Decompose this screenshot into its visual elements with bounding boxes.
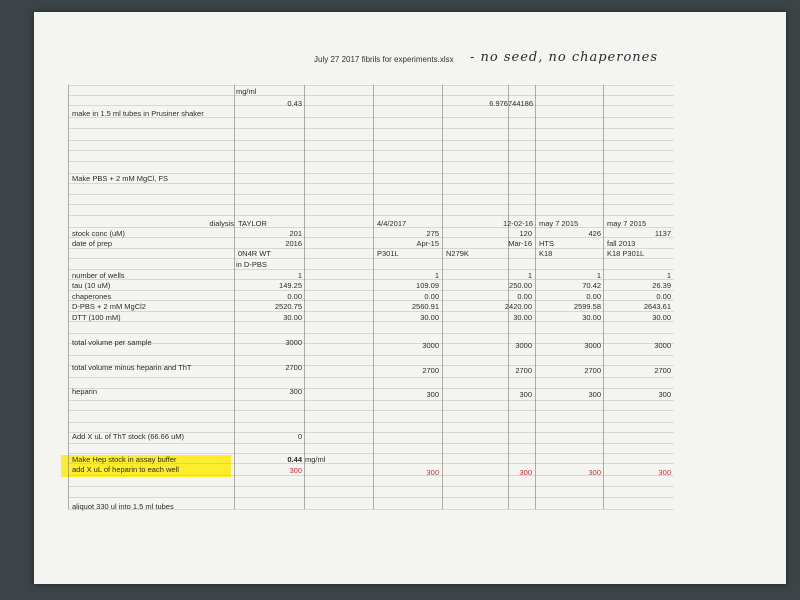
- total-cell: 2700: [285, 363, 302, 372]
- conc-a: 0.43: [287, 99, 302, 108]
- value-cell: 1: [527, 271, 532, 280]
- date-label: date of prep: [72, 239, 113, 248]
- minus-label: total volume minus heparin and ThT: [72, 363, 192, 372]
- value-cell: 0.00: [656, 292, 671, 301]
- hep-stock-label: Make Hep stock in assay buffer: [72, 455, 177, 464]
- total-cell: 300: [289, 387, 302, 396]
- file-title: July 27 2017 fibrils for experiments.xlsx: [314, 55, 454, 64]
- value-cell: 0.00: [517, 292, 532, 301]
- stock-cell: 120: [519, 229, 532, 238]
- pbs-note: Make PBS + 2 mM MgCl, FS: [72, 174, 169, 183]
- value-cell: 1: [434, 271, 439, 280]
- hep-stock-value: 0.44: [287, 455, 302, 464]
- heparin-add-cell: 300: [289, 466, 302, 475]
- heparin-add-cell: 300: [519, 468, 532, 477]
- heparin-add-cell: 300: [588, 468, 601, 477]
- value-cell: 26.39: [652, 281, 671, 290]
- dialysis-cell: TAYLOR: [238, 219, 267, 228]
- total-cell: 3000: [515, 341, 532, 350]
- value-cell: 1: [297, 271, 302, 280]
- value-cell: 2643.61: [643, 302, 671, 311]
- value-cell: 70.42: [582, 281, 601, 290]
- value-cell: 109.09: [416, 281, 439, 290]
- value-cell: 2520.75: [274, 302, 302, 311]
- total-cell: 3000: [654, 341, 671, 350]
- total-cell: 2700: [584, 366, 601, 375]
- total-cell: 3000: [285, 338, 302, 347]
- dialysis-cell: 4/4/2017: [377, 219, 407, 228]
- date-cell: Mar-16: [508, 239, 532, 248]
- variant-cell: K18 P301L: [607, 249, 645, 258]
- handwritten-note: - no seed, no chaperones: [470, 50, 659, 65]
- date-cell: HTS: [539, 239, 554, 248]
- row-label-dpbs: D-PBS + 2 mM MgCl2: [72, 302, 146, 311]
- row-label-dtt: DTT (100 mM): [72, 313, 121, 322]
- date-cell: Apr-15: [416, 239, 439, 248]
- stock-cell: 426: [588, 229, 601, 238]
- value-cell: 0.00: [424, 292, 439, 301]
- dialysis-cell: 12-02-16: [502, 219, 533, 228]
- value-cell: 0.00: [586, 292, 601, 301]
- value-cell: 2420.00: [504, 302, 532, 311]
- total-cell: 2700: [654, 366, 671, 375]
- row-label-chaperones: chaperones: [72, 292, 112, 301]
- tht-value: 0: [297, 432, 302, 441]
- total-volume-label: total volume per sample: [72, 338, 152, 347]
- date-cell: 2016: [285, 239, 302, 248]
- dialysis-label: dialysis: [209, 219, 234, 228]
- value-cell: 1: [666, 271, 671, 280]
- value-cell: 30.00: [420, 313, 439, 322]
- value-cell: 30.00: [513, 313, 532, 322]
- value-cell: 30.00: [283, 313, 302, 322]
- total-cell: 2700: [422, 366, 439, 375]
- row-label-tau: tau (10 uM): [72, 281, 111, 290]
- aliquot-note: aliquot 330 ul into 1.5 ml tubes: [72, 502, 174, 511]
- total-cell: 3000: [422, 341, 439, 350]
- total-cell: 300: [658, 390, 671, 399]
- variant-cell: K18: [539, 249, 553, 258]
- conc-b: 6.976744186: [489, 99, 533, 108]
- value-cell: 2560.91: [411, 302, 439, 311]
- total-cell: 300: [426, 390, 439, 399]
- total-cell: 300: [588, 390, 601, 399]
- dialysis-cell: may 7 2015: [607, 219, 647, 228]
- buffer-label: in D-PBS: [236, 260, 267, 269]
- stock-cell: 275: [426, 229, 439, 238]
- total-cell: 300: [519, 390, 532, 399]
- variant-cell: 0N4R WT: [238, 249, 271, 258]
- row-label-wells: number of wells: [72, 271, 125, 280]
- variant-cell: N279K: [446, 249, 469, 258]
- variant-cell: P301L: [377, 249, 399, 258]
- stock-cell: 1137: [654, 229, 671, 238]
- hep-add-label: add X uL of heparin to each well: [72, 465, 179, 474]
- unit-header: mg/ml: [236, 87, 257, 96]
- value-cell: 30.00: [652, 313, 671, 322]
- value-cell: 250.00: [509, 281, 532, 290]
- heparin-add-cell: 300: [658, 468, 671, 477]
- tubes-note: make in 1.5 ml tubes in Prusiner shaker: [72, 109, 204, 118]
- value-cell: 149.25: [279, 281, 302, 290]
- tht-label: Add X uL of ThT stock (66.66 uM): [72, 432, 185, 441]
- date-cell: fall 2013: [607, 239, 636, 248]
- spreadsheet-grid: [68, 85, 674, 512]
- heparin-label: heparin: [72, 387, 98, 396]
- hep-stock-unit: mg/ml: [305, 455, 326, 464]
- stock-cell: 201: [289, 229, 302, 238]
- total-cell: 2700: [515, 366, 532, 375]
- heparin-add-cell: 300: [426, 468, 439, 477]
- value-cell: 1: [596, 271, 601, 280]
- value-cell: 2599.58: [573, 302, 601, 311]
- value-cell: 0.00: [287, 292, 302, 301]
- dialysis-cell: may 7 2015: [539, 219, 579, 228]
- value-cell: 30.00: [582, 313, 601, 322]
- stock-label: stock conc (uM): [72, 229, 125, 238]
- total-cell: 3000: [584, 341, 601, 350]
